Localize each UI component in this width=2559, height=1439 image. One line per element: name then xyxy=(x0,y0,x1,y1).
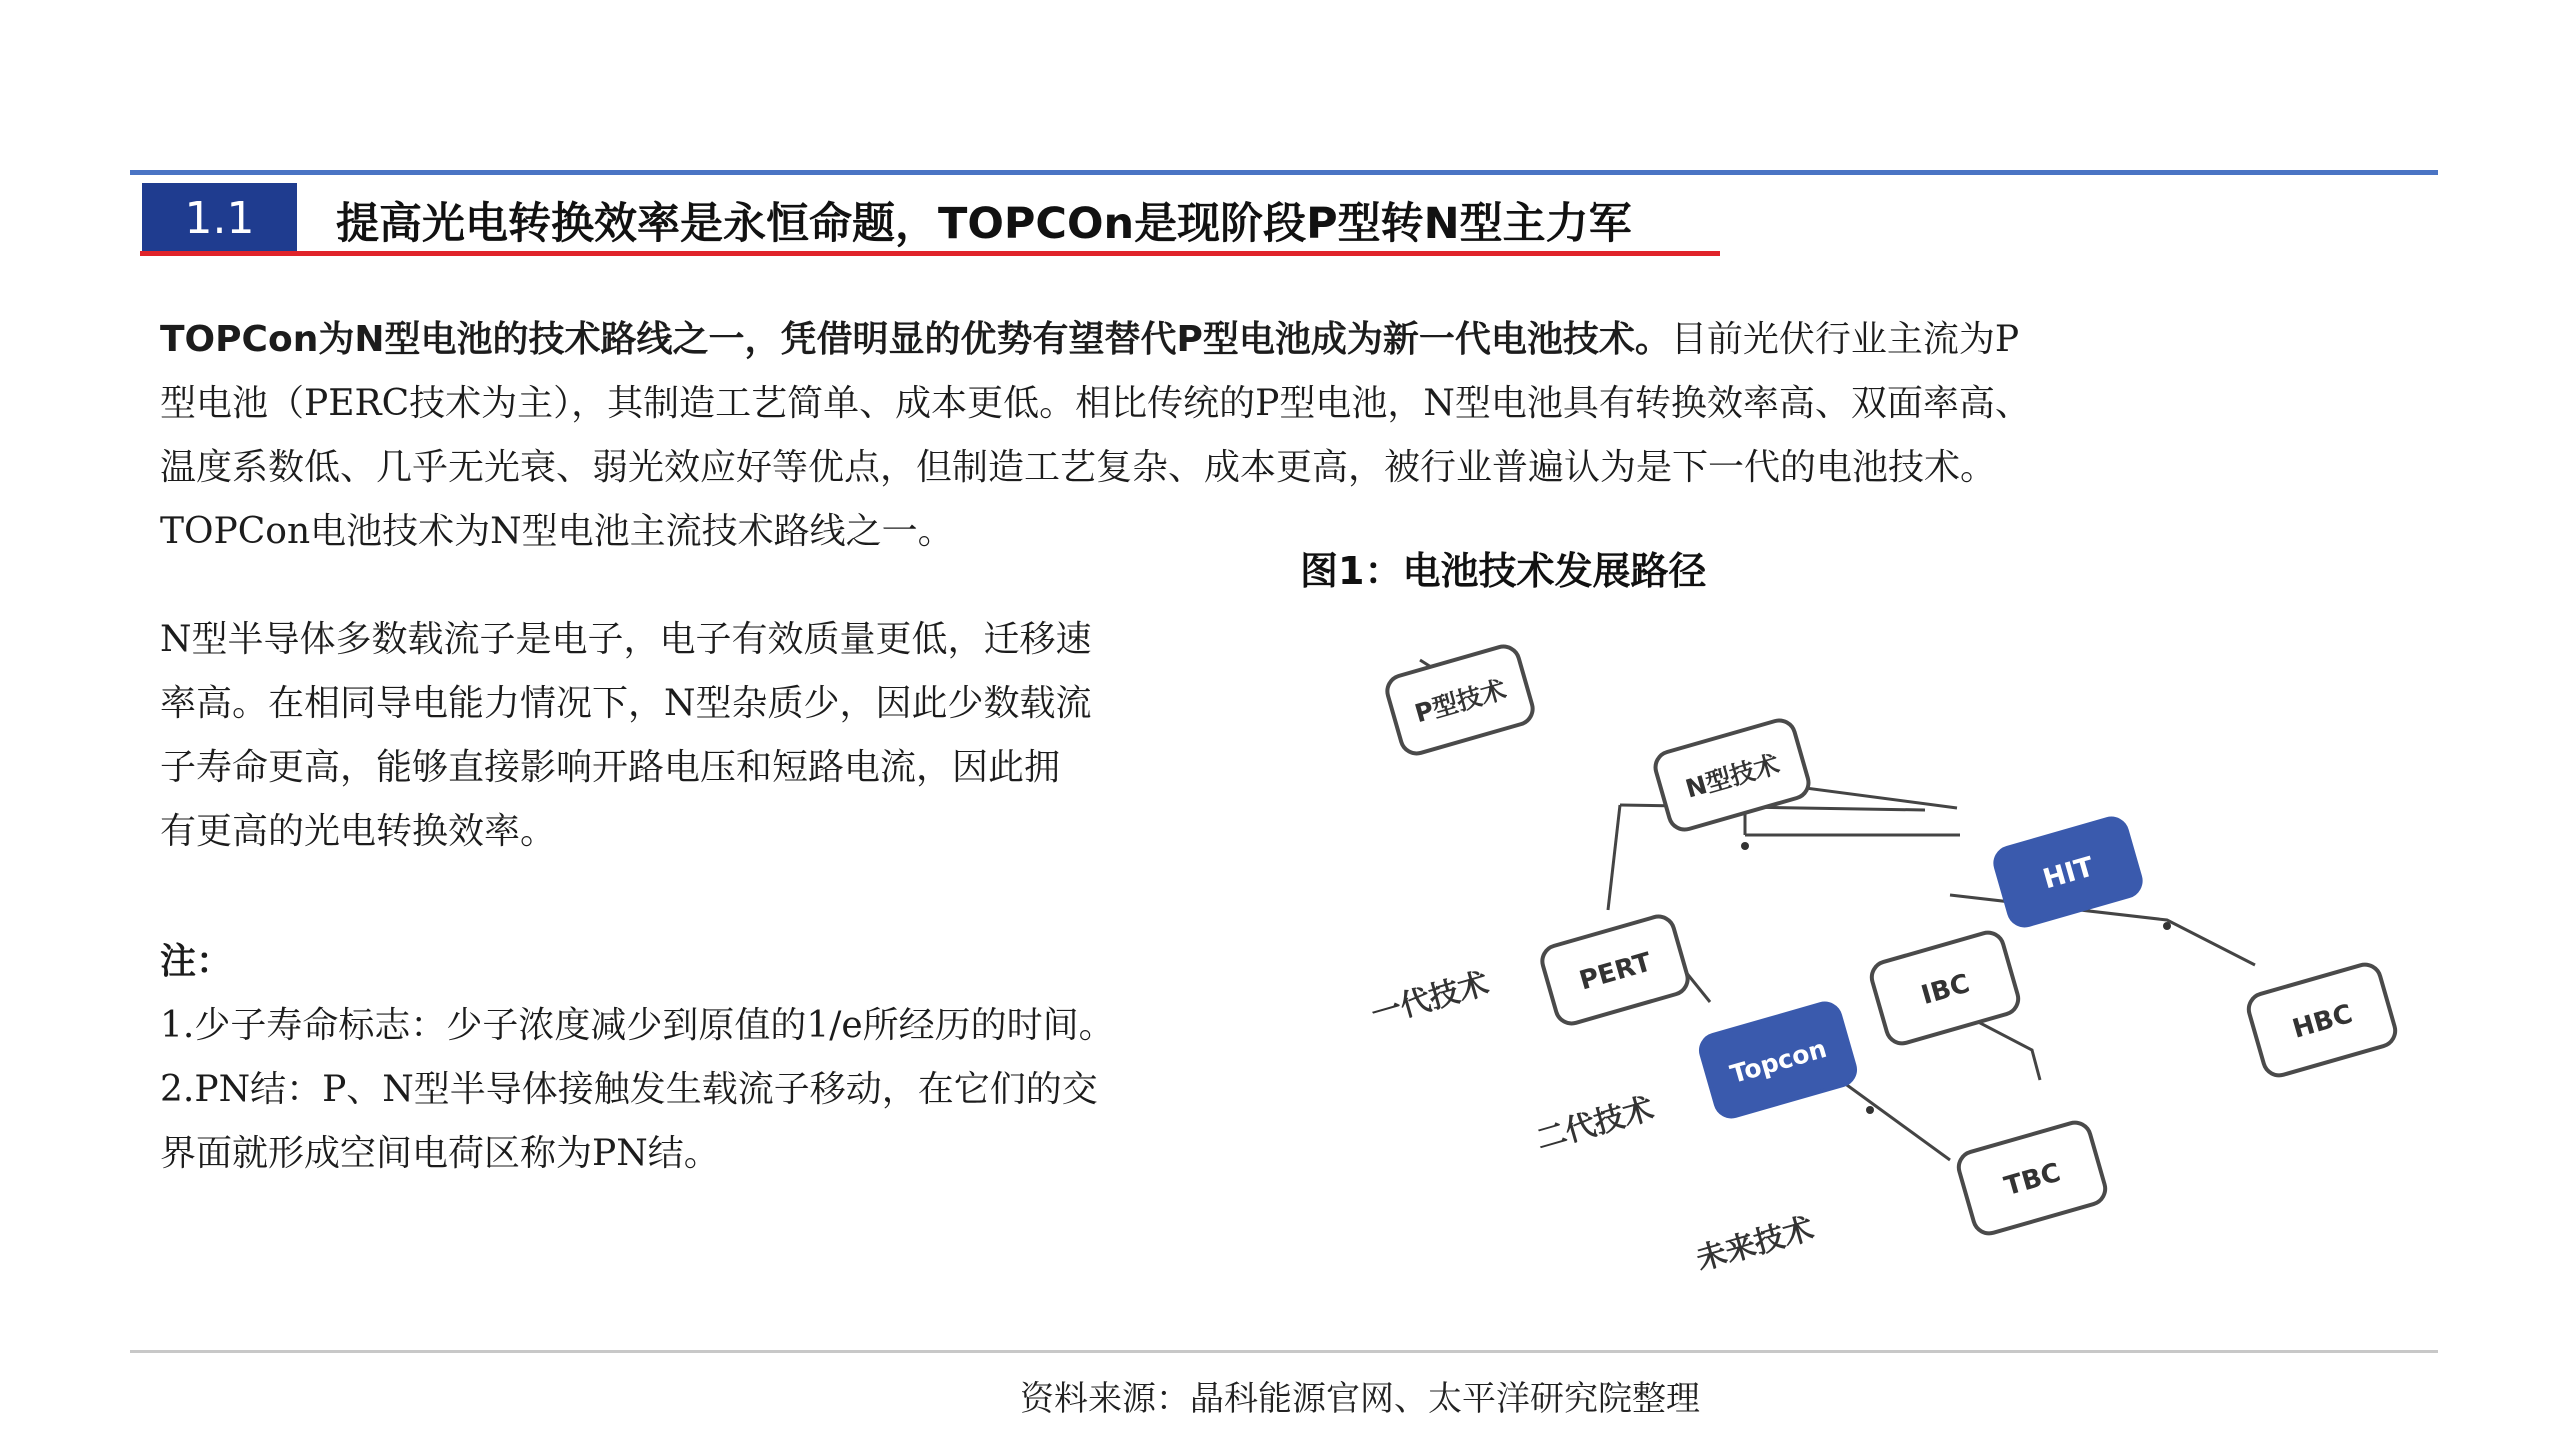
intro-line-3: 温度系数低、几乎无光衰、弱光效应好等优点，但制造工艺复杂、成本更高，被行业普遍认为是下一代的电池技术。 xyxy=(160,447,1997,488)
intro-line-2: 型电池（PERC技术为主），其制造工艺简单、成本更低。相比传统的P型电池，N型电池具有转换效率高、双面率高、 xyxy=(160,383,2031,424)
intro-line-1-tail: 目前光伏行业主流为P xyxy=(1670,319,2020,360)
node-hit-label: HIT xyxy=(2039,851,2098,896)
node-ibc xyxy=(1868,929,2022,1047)
notes-block xyxy=(160,930,1360,1186)
semiconductor-paragraph xyxy=(160,608,1290,864)
section-number: 1.1 xyxy=(142,183,297,253)
intro-line-1 xyxy=(160,308,2340,372)
node-tbc-label: TBC xyxy=(2001,1157,2064,1203)
top-divider xyxy=(130,170,2438,175)
note-line-3: 界面就形成空间电荷区称为PN结。 xyxy=(160,1133,720,1174)
node-pert xyxy=(1539,913,1692,1027)
junction-dot-2 xyxy=(2163,922,2171,930)
connector-topcon-tbc xyxy=(1840,1080,1950,1160)
intro-paragraph xyxy=(160,308,2340,564)
title-underline xyxy=(140,251,1720,256)
semi-line-1: N型半导体多数载流子是电子，电子有效质量更低，迁移速 xyxy=(160,619,1092,660)
notes-heading: 注： xyxy=(160,941,233,982)
semi-line-3: 子寿命更高，能够直接影响开路电压和短路电流，因此拥 xyxy=(160,747,1061,788)
node-hit xyxy=(1992,815,2145,929)
node-topcon xyxy=(1697,1000,1859,1120)
note-line-1: 1.少子寿命标志：少子浓度减少到原值的1/e所经历的时间。 xyxy=(160,1005,1115,1046)
semi-line-2: 率高。在相同导电能力情况下，N型杂质少，因此少数载流 xyxy=(160,683,1092,724)
label-future-gen: 未来技术 xyxy=(1692,1210,1818,1278)
junction-dot-1 xyxy=(1741,842,1749,850)
section-title: 提高光电转换效率是永恒命题，TOPCOn是现阶段P型转N型主力军 xyxy=(336,198,1632,249)
node-hbc-label: HBC xyxy=(2289,999,2356,1045)
intro-line-4: TOPCon电池技术为N型电池主流技术路线之一。 xyxy=(160,511,954,552)
node-tbc xyxy=(1955,1119,2109,1237)
node-ibc-label: IBC xyxy=(1918,968,1974,1012)
connector-stem-pert xyxy=(1608,805,1620,910)
junction-dot-3 xyxy=(1866,1106,1874,1114)
technology-roadmap-diagram xyxy=(1300,610,2480,1340)
bottom-divider xyxy=(130,1350,2438,1353)
node-p-tech-label: P型技术 xyxy=(1411,674,1510,729)
note-line-2: 2.PN结：P、N型半导体接触发生载流子移动，在它们的交 xyxy=(160,1069,1098,1110)
semi-line-4: 有更高的光电转换效率。 xyxy=(160,811,557,852)
node-pert-label: PERT xyxy=(1576,947,1655,997)
intro-lead: TOPCon为N型电池的技术路线之一，凭借明显的优势有望替代P型电池成为新一代电池技术。 xyxy=(160,319,1671,360)
node-n-tech-label: N型技术 xyxy=(1682,749,1783,804)
node-hbc xyxy=(2245,961,2399,1079)
node-n-tech xyxy=(1652,717,1812,834)
label-second-gen: 二代技术 xyxy=(1532,1090,1658,1158)
figure-title: 图1：电池技术发展路径 xyxy=(1300,548,1707,593)
node-topcon-label: Topcon xyxy=(1727,1033,1830,1089)
label-first-gen: 一代技术 xyxy=(1367,965,1493,1033)
node-p-tech xyxy=(1384,643,1537,757)
source-note: 资料来源：晶科能源官网、太平洋研究院整理 xyxy=(1020,1378,1700,1419)
